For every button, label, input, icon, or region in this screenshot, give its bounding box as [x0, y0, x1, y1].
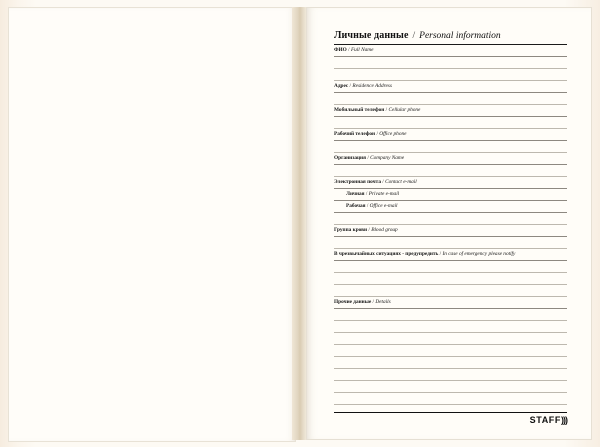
write-line[interactable] — [334, 57, 567, 69]
page-title-separator: / — [412, 31, 416, 41]
field-label-en: Blood group — [371, 227, 398, 233]
field-label-ru: В чрезвычайных ситуациях - предупредить — [334, 251, 439, 257]
field-label-en: Company Name — [370, 155, 405, 161]
field-label-separator: / — [368, 227, 370, 233]
field-label-en: Full Name — [350, 47, 374, 53]
write-line[interactable] — [334, 165, 567, 177]
page-title-en: Personal information — [419, 31, 501, 41]
form-fields — [334, 45, 567, 405]
write-line[interactable] — [334, 357, 567, 369]
field-label — [334, 201, 567, 213]
field-label-en: In case of emergency please notify — [442, 251, 516, 257]
write-line[interactable] — [334, 333, 567, 345]
brand-name: STAFF — [529, 415, 561, 425]
field-label-en: Residence Address — [352, 83, 392, 89]
form-field — [334, 105, 567, 129]
field-label-ru: ФИО — [334, 47, 347, 53]
write-line[interactable] — [334, 213, 567, 225]
brand-chevrons-icon: ))) — [561, 415, 567, 425]
field-label — [334, 249, 567, 261]
field-label — [334, 129, 567, 141]
field-label-en: Office e-mail — [369, 203, 398, 209]
field-label-ru: Группа крови — [334, 227, 368, 233]
field-label-ru: Организация — [334, 155, 366, 161]
field-label-separator: / — [367, 155, 369, 161]
field-label-ru: Электронная почта — [334, 179, 381, 185]
field-label — [334, 153, 567, 165]
field-label-separator: / — [348, 47, 350, 53]
write-line[interactable] — [334, 345, 567, 357]
field-label — [334, 297, 567, 309]
field-label-ru: Личная — [346, 191, 365, 197]
field-label-separator: / — [382, 179, 384, 185]
field-label-separator: / — [385, 107, 388, 113]
right-printed-page — [306, 7, 592, 440]
field-label-ru: Прочие данные — [334, 299, 372, 305]
form-field — [334, 153, 567, 177]
field-label-en: Contact e-mail — [385, 179, 417, 185]
form-field — [334, 297, 567, 405]
field-label — [334, 105, 567, 117]
personal-information-form — [334, 30, 567, 405]
write-line[interactable] — [334, 321, 567, 333]
field-label-separator: / — [365, 191, 368, 197]
form-field — [334, 45, 567, 81]
field-label-en: Cellular phone — [388, 107, 421, 113]
field-label — [334, 81, 567, 93]
write-line[interactable] — [334, 285, 567, 297]
write-line[interactable] — [334, 237, 567, 249]
form-field — [334, 201, 567, 225]
write-line[interactable] — [334, 309, 567, 321]
brand-logo — [334, 415, 567, 425]
field-label-ru: Рабочая — [346, 203, 366, 209]
write-line[interactable] — [334, 69, 567, 81]
field-label-ru: Адрес — [334, 83, 349, 89]
form-field — [334, 81, 567, 105]
field-label-separator: / — [372, 299, 375, 305]
field-label-separator: / — [376, 131, 378, 137]
write-line[interactable] — [334, 261, 567, 273]
field-label-separator: / — [439, 251, 442, 257]
field-label-separator: / — [349, 83, 352, 89]
write-line[interactable] — [334, 393, 567, 405]
field-label-ru: Мобильный телефон — [334, 107, 385, 113]
field-label — [334, 225, 567, 237]
write-line[interactable] — [334, 273, 567, 285]
write-line[interactable] — [334, 141, 567, 153]
field-label-ru: Рабочий телефон — [334, 131, 376, 137]
write-line[interactable] — [334, 93, 567, 105]
field-label-en: Private e-mail — [368, 191, 400, 197]
field-label-separator: / — [366, 203, 369, 209]
field-label-en: Office phone — [379, 131, 407, 137]
field-label — [334, 45, 567, 57]
page-footer — [334, 412, 567, 425]
left-blank-page — [8, 7, 296, 442]
field-label-en: Details — [375, 299, 391, 305]
field-label — [334, 189, 567, 201]
write-line[interactable] — [334, 381, 567, 393]
field-label — [334, 177, 567, 189]
write-line[interactable] — [334, 117, 567, 129]
form-field — [334, 189, 567, 201]
write-line[interactable] — [334, 369, 567, 381]
footer-divider — [334, 412, 567, 413]
page-title-ru: Личные данные — [334, 30, 409, 41]
page-title — [334, 30, 567, 44]
form-field — [334, 249, 567, 297]
form-field — [334, 225, 567, 249]
form-field — [334, 177, 567, 189]
form-field — [334, 129, 567, 153]
